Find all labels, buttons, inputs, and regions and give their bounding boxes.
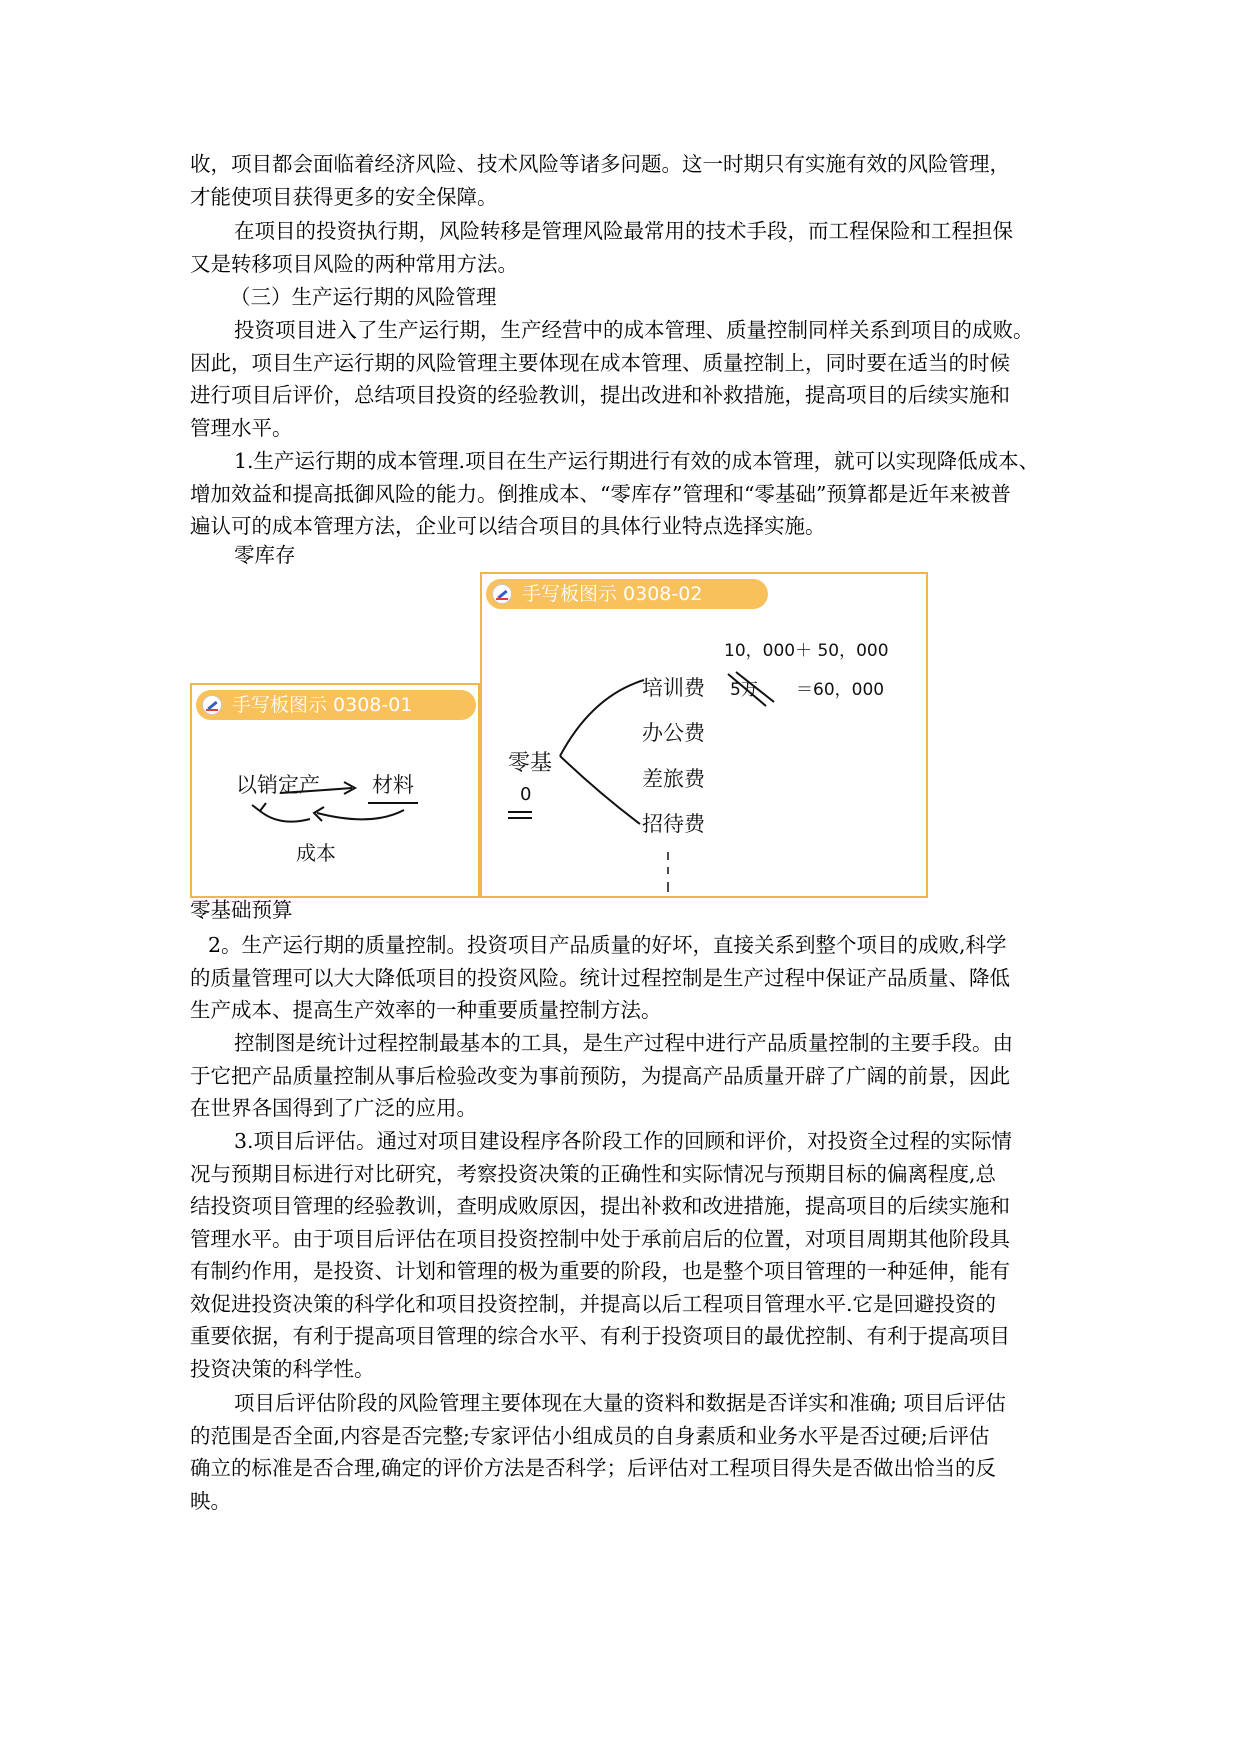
text-line: 的范围是否全面,内容是否完整;专家评估小组成员的自身素质和业务水平是否过硬;后评估 xyxy=(190,1423,990,1448)
paragraph-1 xyxy=(190,148,1062,213)
text-line: 3.项目后评估。通过对项目建设程序各阶段工作的回顾和评价，对投资全过程的实际情 xyxy=(234,1129,1013,1153)
branch-item: 培训费 xyxy=(642,676,705,700)
text-line: 有制约作用，是投资、计划和管理的极为重要的阶段，也是整个项目管理的一种延伸，能有 xyxy=(190,1259,1010,1283)
text-line: 投资决策的科学性。 xyxy=(190,1356,375,1381)
text-line: 2。生产运行期的质量控制。投资项目产品质量的好坏，直接关系到整个项目的成败,科学 xyxy=(208,933,1007,957)
text-line: 管理水平。由于项目后评估在项目投资控制中处于承前启后的位置，对项目周期其他阶段具 xyxy=(190,1226,1010,1251)
handwritten-calc-line-2: ＝60，000 xyxy=(796,680,885,700)
handwriting-board-1 xyxy=(190,683,480,898)
text-line: 收，项目都会面临着经济风险、技术风险等诸多问题。这一时期只有实施有效的风险管理， xyxy=(190,152,1010,176)
handwritten-calc-line-1: 10，000＋ 50，000 xyxy=(724,641,889,661)
handwritten-zero: 0 xyxy=(520,784,532,805)
branch-item: 办公费 xyxy=(642,721,705,745)
text-line: 控制图是统计过程控制最基本的工具，是生产过程中进行产品质量控制的主要手段。由 xyxy=(234,1031,1013,1055)
text-line: 在项目的投资执行期，风险转移是管理风险最常用的技术手段，而工程保险和工程担保 xyxy=(234,219,1013,243)
text-line: 结投资项目管理的经验教训，查明成败原因，提出补救和改进措施，提高项目的后续实施和 xyxy=(190,1194,1010,1218)
section-heading xyxy=(190,281,1062,314)
caption-zero-based-budget: 零基础预算 xyxy=(190,898,293,922)
handwritten-arrows xyxy=(192,685,482,900)
board-title: 手写板图示 0308-02 xyxy=(522,583,703,605)
board-title: 手写板图示 0308-01 xyxy=(232,694,413,716)
paragraph-2 xyxy=(190,215,1062,280)
text-line: 投资项目进入了生产运行期，生产经营中的成本管理、质量控制同样关系到项目的成败。 xyxy=(234,318,1034,342)
branch-item: 招待费 xyxy=(642,812,705,836)
text-line: 又是转移项目风险的两种常用方法。 xyxy=(190,251,518,276)
text-line: 映。 xyxy=(190,1488,231,1513)
text-line: 效促进投资决策的科学化和项目投资控制，并提高以后工程项目管理水平.它是回避投资的 xyxy=(190,1291,997,1316)
text-line: 因此，项目生产运行期的风险管理主要体现在成本管理、质量控制上，同时要在适当的时候 xyxy=(190,350,1010,375)
handwritten-branch-strokes xyxy=(482,574,930,900)
handwritten-root-word: 零基 xyxy=(508,751,553,776)
text-line: 的质量管理可以大大降低项目的投资风险。统计过程控制是生产过程中保证产品质量、降低 xyxy=(190,965,1010,990)
handwritten-right-word: 材料 xyxy=(372,773,414,797)
handwritten-bottom-word: 成本 xyxy=(296,841,336,865)
text-line: 进行项目后评价，总结项目投资的经验教训，提出改进和补救措施，提高项目的后续实施和 xyxy=(190,383,1010,407)
text-line: 况与预期目标进行对比研究，考察投资决策的正确性和实际情况与预期目标的偏离程度,总 xyxy=(190,1161,997,1186)
heading-text: （三）生产运行期的风险管理 xyxy=(230,285,497,309)
branch-item: 差旅费 xyxy=(642,767,705,791)
text-line: 于它把产品质量控制从事后检验改变为事前预防，为提高产品质量开辟了广阔的前景，因此 xyxy=(190,1063,1010,1088)
paragraph-3 xyxy=(190,314,1062,444)
text-line: 重要依据，有利于提高项目管理的综合水平、有利于投资项目的最优控制、有利于提高项目 xyxy=(190,1324,1010,1348)
text-line: 在世界各国得到了广泛的应用。 xyxy=(190,1096,477,1120)
text-line: 项目后评估阶段的风险管理主要体现在大量的资料和数据是否详实和准确; 项目后评估 xyxy=(234,1391,1006,1415)
paragraph-6 xyxy=(190,1027,1062,1125)
text-line: 增加效益和提高抵御风险的能力。倒推成本、“零库存”管理和“零基础”预算都是近年来被普 xyxy=(190,481,1011,506)
paragraph-8 xyxy=(190,1387,1062,1517)
text-line: 管理水平。 xyxy=(190,415,293,440)
paragraph-7 xyxy=(190,1125,1062,1385)
handwritten-left-word: 以销定产 xyxy=(236,773,320,797)
text-line: 1.生产运行期的成本管理.项目在生产运行期进行有效的成本管理，就可以实现降低成本、 xyxy=(234,449,1040,473)
handwritten-crossed-value: 5万 xyxy=(730,680,758,700)
caption-zero-inventory: 零库存 xyxy=(234,543,296,567)
text-line: 遍认可的成本管理方法，企业可以结合项目的具体行业特点选择实施。 xyxy=(190,514,826,538)
text-line: 确立的标准是否合理,确定的评价方法是否科学；后评估对工程项目得失是否做出恰当的反 xyxy=(190,1456,997,1480)
text-line: 生产成本、提高生产效率的一种重要质量控制方法。 xyxy=(190,998,662,1022)
paragraph-4 xyxy=(190,445,1062,543)
text-line: 才能使项目获得更多的安全保障。 xyxy=(190,184,498,209)
handwriting-board-2 xyxy=(480,572,928,898)
paragraph-5 xyxy=(190,929,1062,1027)
